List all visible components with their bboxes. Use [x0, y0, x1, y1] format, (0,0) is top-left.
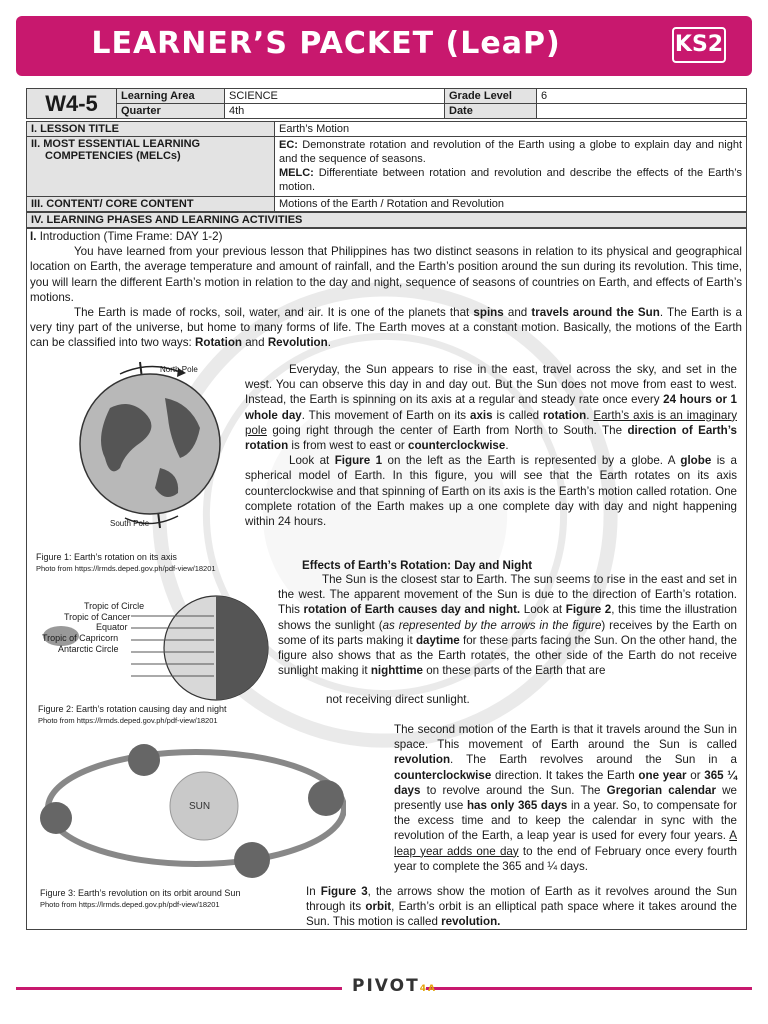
- figure-2-source: Photo from https://lrmds.deped.gov.ph/pdf-view/18201: [38, 716, 218, 725]
- revolution-u: revolution.: [441, 915, 501, 929]
- intro-p2-travels: travels around the Sun: [531, 306, 660, 320]
- revolution-section: [394, 722, 737, 874]
- rotation-l: counterclockwise: [408, 439, 506, 453]
- pivot-logo: [352, 976, 437, 996]
- key-stage-badge: KS2: [672, 27, 726, 63]
- north-pole-label: North Pole: [160, 365, 198, 374]
- sun-label: SUN: [189, 801, 211, 812]
- revolution-g: or: [690, 768, 701, 782]
- effects-c: Look at: [523, 603, 563, 617]
- rotation-g: .: [586, 408, 590, 422]
- melc-text-label: MELC:: [279, 167, 314, 179]
- intro-number: I.: [30, 230, 37, 243]
- content-label: III. CONTENT/ CORE CONTENT: [27, 197, 275, 212]
- revolution-e: direction. It takes the Earth: [494, 768, 635, 782]
- revolution-d: counterclockwise: [394, 768, 492, 782]
- figure-3-caption-text: Figure 3: Earth’s revolution on its orbit around Sun: [40, 888, 241, 898]
- rotation-section: [245, 362, 737, 529]
- equator-label: Equator: [96, 622, 128, 632]
- date-label: Date: [445, 104, 537, 119]
- ec-text: Demonstrate rotation and revolution of the Earth using a globe to explain day and night and the sequence of seasons.: [279, 139, 742, 165]
- south-pole-label: South Pole: [110, 519, 150, 528]
- revolution-p: In: [306, 885, 316, 898]
- revolution-f: one year: [638, 768, 687, 782]
- effects-b: rotation of Earth causes day and night.: [303, 603, 521, 617]
- rotation-f: rotation: [543, 408, 587, 422]
- revolution-q: Figure 3: [320, 885, 368, 898]
- grade-level-value: 6: [537, 89, 747, 104]
- effects-last-line: not receiving direct sunlight.: [326, 693, 470, 706]
- figure-3-caption: [40, 888, 240, 910]
- grade-level-label: Grade Level: [445, 89, 537, 104]
- logo-part-a: PIVO: [352, 976, 407, 996]
- figure-3-revolution-orbit: [36, 738, 346, 886]
- revolution-s: orbit: [365, 900, 392, 914]
- effects-section: [278, 572, 737, 678]
- content-value: Motions of the Earth / Rotation and Revolution: [275, 197, 747, 212]
- learning-phases-heading: IV. LEARNING PHASES AND LEARNING ACTIVITIES: [26, 212, 747, 228]
- tropic-of-cancer-label: Tropic of Cancer: [64, 612, 131, 622]
- rotation-o: Figure 1: [334, 454, 383, 468]
- effects-f: as represented by the arrows in the figure: [382, 618, 602, 632]
- header-table: [26, 88, 747, 119]
- intro-p2-spins: spins: [473, 306, 504, 320]
- revolution-h: 365 ¼ days: [394, 768, 737, 797]
- rotation-e: is called: [496, 408, 540, 422]
- revolution-m: in a year. So, to compensate for the excess time and to keep the calendar in sync with the revolution of the Earth, a leap year is used for every four years.: [394, 799, 737, 843]
- revolution-b: revolution: [394, 753, 451, 767]
- revolution-a: The second motion of the Earth is that it travels around the Sun in space. This movement of Earth around the Sun is called: [394, 723, 737, 752]
- intro-heading: Introduction (Time Frame: DAY 1-2): [39, 230, 223, 243]
- intro-p2-end: .: [327, 336, 331, 350]
- effects-i: for these parts facing the Sun. On the other hand, the figure also shows that as the Earth rotates, the other side of the Earth do not receive sunlight making it: [278, 633, 737, 678]
- logo-part-b: T: [406, 976, 420, 996]
- packet-title: LEARNER’S PACKET (LeaP): [91, 26, 561, 61]
- tropic-of-circle-label: Tropic of Circle: [84, 601, 145, 611]
- rotation-q: globe: [680, 454, 712, 468]
- rotation-d: axis: [470, 408, 493, 422]
- learning-area-label: Learning Area: [117, 89, 225, 104]
- antarctic-circle-label: Antarctic Circle: [58, 644, 119, 654]
- week-code: W4-5: [27, 89, 117, 119]
- intro-p2-revolution: Revolution: [267, 336, 328, 350]
- rotation-j: direction of Earth’s rotation: [245, 423, 737, 453]
- rotation-i: going right through the center of Earth from North to South. The: [272, 423, 623, 437]
- effects-j: nighttime: [370, 664, 423, 678]
- figure-1-globe-rotation: [50, 358, 250, 530]
- header-banner: [16, 16, 752, 76]
- ec-label: EC:: [279, 139, 298, 151]
- learning-area-value: SCIENCE: [225, 89, 445, 104]
- logo-part-c: 4A: [419, 984, 437, 994]
- rotation-a: Everyday, the Sun appears to rise in the east, travel across the sky, and set in the west. You can observe this day in and day out. But the Sun does not move from east to west. Instead, the Earth is spinning on its axis at a regular and steady rate once every: [245, 363, 737, 407]
- rotation-m: .: [505, 439, 509, 453]
- figure-3-source: Photo from https://lrmds.deped.gov.ph/pdf-view/18201: [40, 900, 220, 909]
- revolution-t: , Earth’s orbit is an elliptical path space where it takes around the Sun. This motion is called: [306, 900, 737, 929]
- effects-e: , this time the illustration shows the sunlight (: [278, 603, 737, 632]
- rotation-r: is a spherical model of Earth. In this figure, you will see that the Earth rotates on its axis counterclockwise and that spinning of Earth on its axis is the Earth’s motion called rotation. One complete rotation of the Earth makes up a one complete day with day and night happening within 24 hours.: [245, 454, 737, 529]
- footer-line-left: [16, 987, 342, 990]
- revolution-figure3-text: [306, 884, 737, 930]
- rotation-n: Look at: [289, 454, 330, 468]
- intro-section: [30, 229, 742, 351]
- melc-label: [27, 137, 275, 197]
- intro-p2-and: and: [507, 306, 528, 320]
- intro-paragraph-1: You have learned from your previous lesson that Philippines has two distinct seasons in relation to its physical and geographical location on Earth, the average temperature and amount of rainfall, and the Earth’s position around the sun during its revolution. This time, you will learn the different Earth’s motion in relation to the day and night, sequence of seasons of countries on Earth, and effects of Earth’s motions.: [30, 245, 742, 304]
- melc-content: [275, 137, 747, 197]
- figure-2-caption: [38, 704, 226, 726]
- lesson-title: Earth’s Motion: [275, 122, 747, 137]
- effects-heading: Effects of Earth’s Rotation: Day and Night: [302, 559, 533, 572]
- quarter-label: Quarter: [117, 104, 225, 119]
- intro-p2-rotation: Rotation: [194, 336, 242, 350]
- melc-label-line2: COMPETENCIES (MELCs): [45, 150, 181, 162]
- date-field[interactable]: [537, 104, 747, 119]
- effects-a: The Sun is the closest star to Earth. The sun seems to rise in the east and set in the west. The apparent movement of the Sun is due to the direction of Earth’s rotation. This: [278, 573, 737, 617]
- intro-p2-b: . The Earth is a very tiny part of the universe, but home to many forms of life. The Earth moves at a constant motion. Basically, the motions of the Earth can be classified into two ways:: [30, 306, 743, 350]
- revolution-o: to the end of February once every fourth year to complete the 365 and ¼ days.: [394, 844, 737, 873]
- footer-line-right: [426, 987, 752, 990]
- revolution-r: , the arrows show the motion of Earth as it revolves around the Sun through its: [306, 885, 737, 914]
- rotation-p: on the left as the Earth is represented by a globe. A: [387, 454, 675, 468]
- rotation-b: 24 hours or 1 whole day: [245, 393, 737, 422]
- revolution-l: has only 365 days: [466, 799, 568, 813]
- intro-p2-a: The Earth is made of rocks, soil, water, and air. It is one of the planets that: [74, 306, 470, 320]
- revolution-n: A leap year adds one day: [394, 829, 737, 858]
- figure-2-caption-text: Figure 2: Earth’s rotation causing day and night: [38, 704, 227, 714]
- revolution-i: to revolve around the Sun. The: [426, 783, 601, 797]
- revolution-j: Gregorian calendar: [606, 783, 716, 797]
- lesson-table: [26, 121, 747, 212]
- effects-h: daytime: [415, 633, 460, 647]
- revolution-k: we presently use: [394, 783, 737, 813]
- melc-text: Differentiate between rotation and revolution and describe the effects of the Earth’s motion.: [279, 167, 742, 193]
- rotation-h: Earth’s axis is an imaginary pole: [245, 408, 737, 437]
- lesson-title-label: I. LESSON TITLE: [27, 122, 275, 137]
- figure-1-caption: [36, 552, 216, 574]
- melc-label-line1: II. MOST ESSENTIAL LEARNING: [31, 138, 201, 150]
- figure-1-caption-text: Figure 1: Earth’s rotation on its axis: [36, 552, 177, 562]
- effects-g: ) receives by the Earth on some of its parts making it: [278, 618, 737, 647]
- rotation-k: is from west to east or: [291, 439, 405, 453]
- tropic-of-capricorn-label: Tropic of Capricorn: [42, 633, 119, 643]
- rotation-c: . This movement of Earth on its: [301, 408, 467, 422]
- intro-p2-and2: and: [245, 336, 265, 350]
- revolution-c: . The Earth revolves around the Sun in a: [450, 753, 737, 767]
- effects-d: Figure 2: [565, 603, 612, 617]
- figure-1-source: Photo from https://lrmds.deped.gov.ph/pdf-view/18201: [36, 564, 216, 573]
- quarter-value: 4th: [225, 104, 445, 119]
- effects-k: on these parts of the Earth that are: [426, 664, 606, 678]
